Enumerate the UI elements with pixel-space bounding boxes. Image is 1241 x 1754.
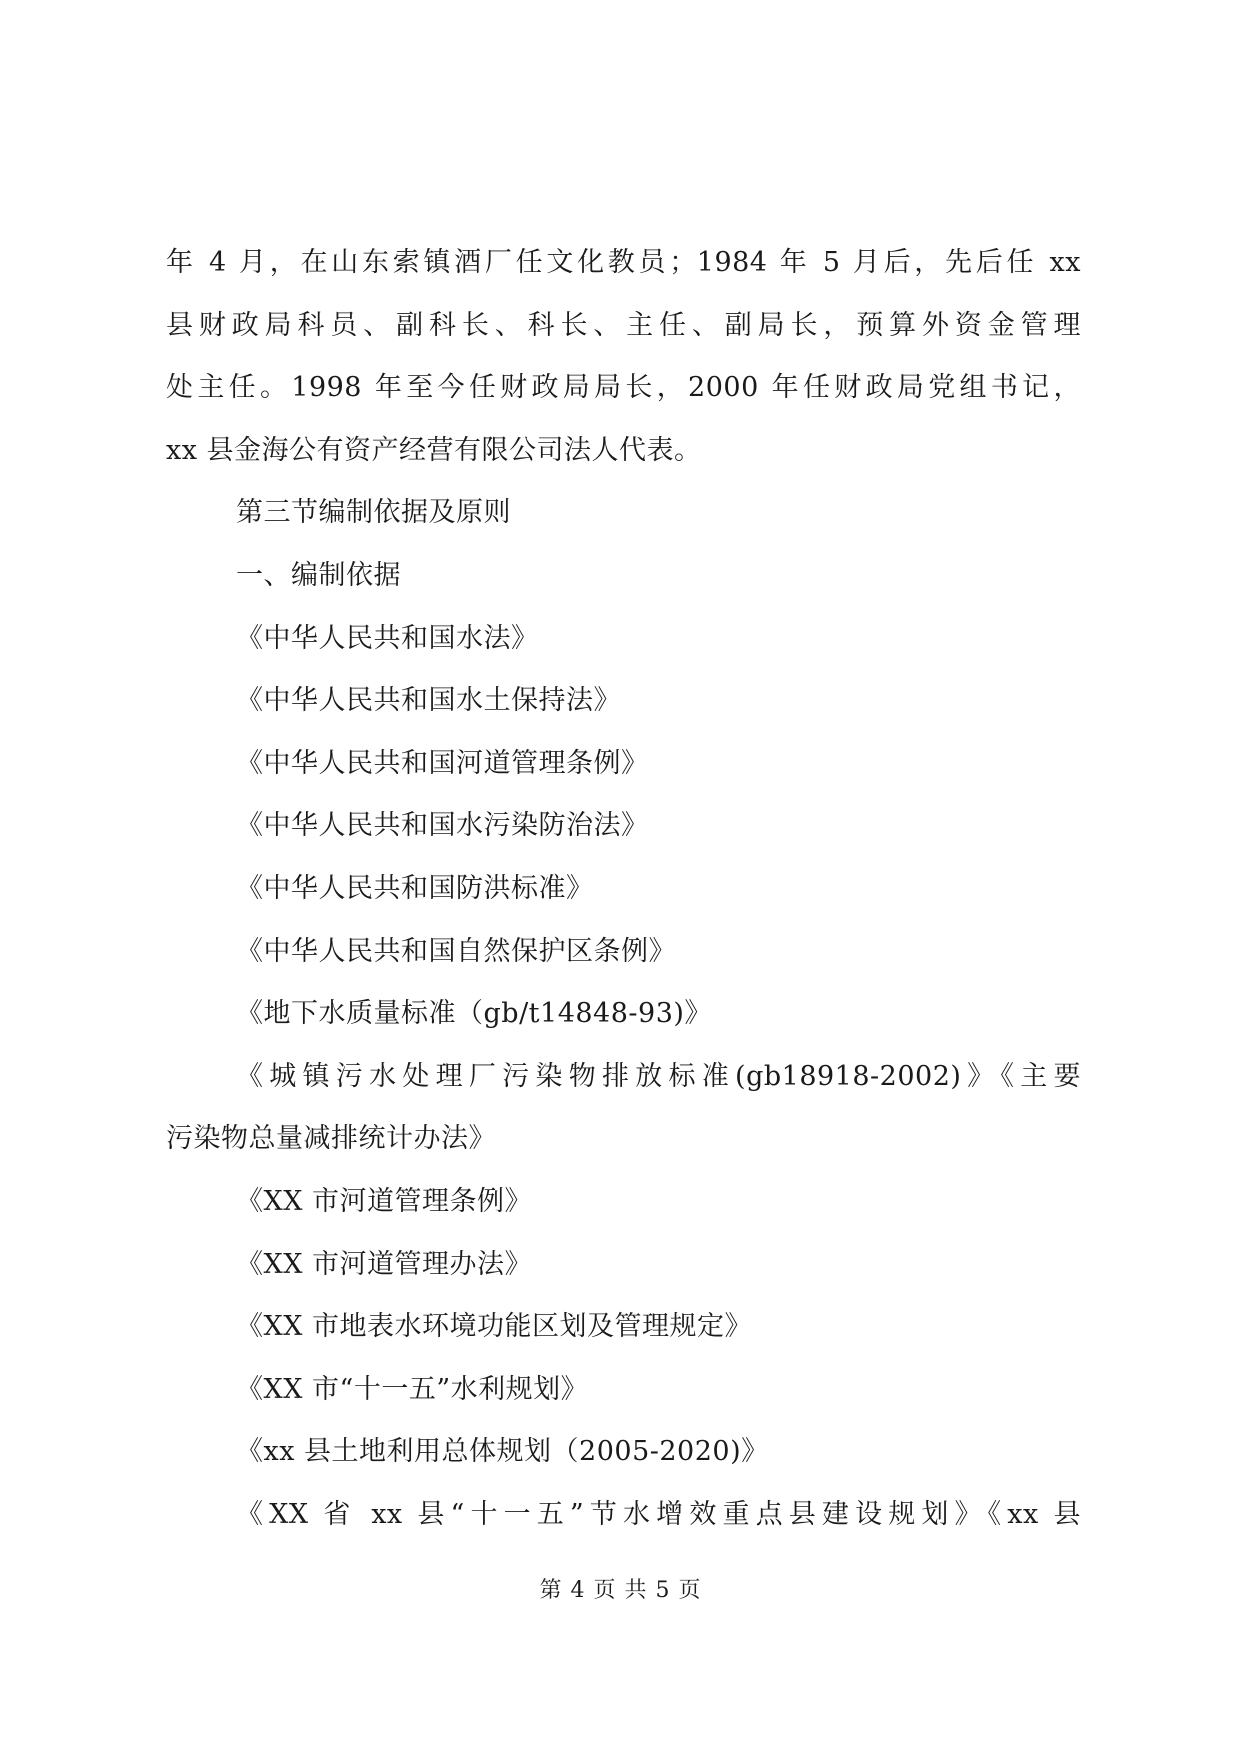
body-text-line: 年 4 月，在山东索镇酒厂任文化教员；1984 年 5 月后，先后任 xx (166, 247, 1081, 278)
section-heading: 第三节编制依据及原则 (236, 497, 511, 529)
body-text-line: 处主任。1998 年至今任财政局局长，2000 年任财政局党组书记， (166, 372, 1081, 404)
reference-item: 《中华人民共和国河道管理条例》 (236, 747, 649, 779)
reference-item-continuation: 污染物总量减排统计办法》 (166, 1123, 496, 1155)
reference-item: 《地下水质量标准（gb/t14848-93)》 (236, 998, 712, 1030)
body-text-line: xx 县金海公有资产经营有限公司法人代表。 (166, 434, 702, 466)
reference-item: 《中华人民共和国自然保护区条例》 (236, 935, 676, 967)
reference-item: 《XX 市河道管理条例》 (236, 1185, 533, 1217)
document-body (166, 232, 1081, 1546)
subsection-heading: 一、编制依据 (236, 559, 401, 591)
reference-item: 《XX 省 xx 县“十一五”节水增效重点县建设规划》《xx 县 (236, 1498, 1081, 1530)
reference-item: 《XX 市地表水环境功能区划及管理规定》 (236, 1311, 753, 1343)
reference-item: 《城镇污水处理厂污染物排放标准(gb18918-2002)》《主要 (236, 1060, 1081, 1092)
reference-item: 《中华人民共和国水土保持法》 (236, 685, 621, 717)
reference-item: 《xx 县土地利用总体规划（2005-2020)》 (236, 1436, 769, 1468)
reference-item: 《中华人民共和国防洪标准》 (236, 872, 594, 904)
reference-item: 《中华人民共和国水污染防治法》 (236, 810, 649, 842)
reference-item: 《中华人民共和国水法》 (236, 622, 539, 654)
body-text-line: 县财政局科员、副科长、科长、主任、副局长，预算外资金管理 (166, 309, 1081, 341)
reference-item: 《XX 市河道管理办法》 (236, 1248, 533, 1280)
page-number-footer: 第 4 页 共 5 页 (539, 1578, 702, 1603)
reference-item: 《XX 市“十一五”水利规划》 (236, 1373, 589, 1405)
